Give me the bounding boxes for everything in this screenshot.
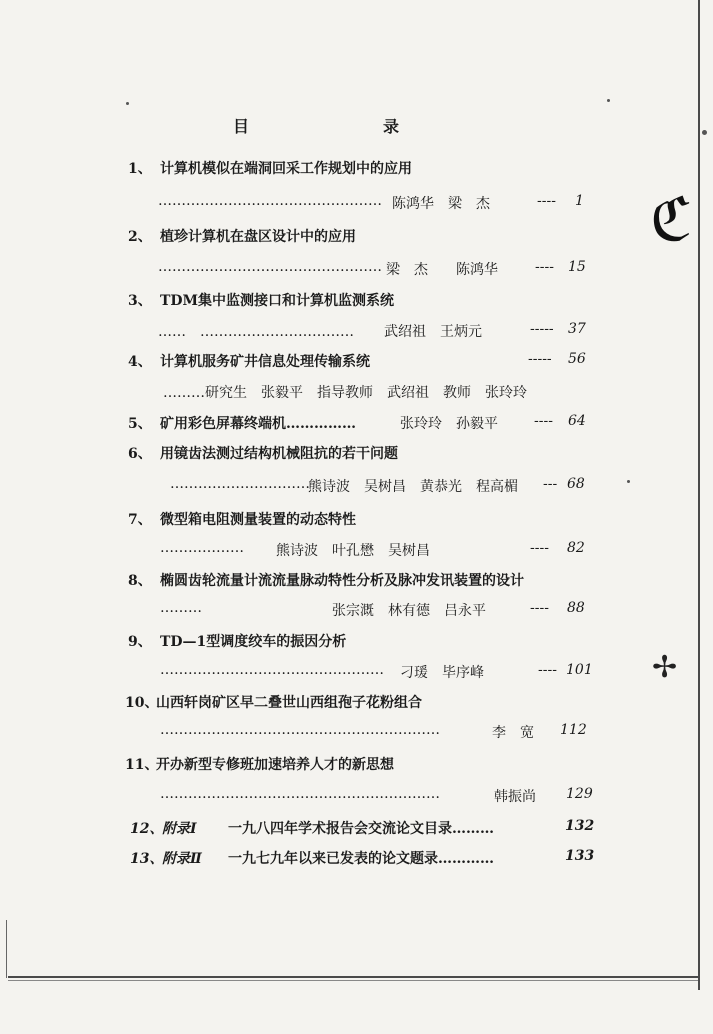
scan-speck	[607, 99, 610, 102]
entry-number: 8、	[128, 573, 152, 589]
toc-entry-2-title-line	[0, 226, 713, 248]
appendix-page: 133	[565, 848, 595, 864]
entry-page: 64	[568, 413, 586, 429]
entry-title: 微型箱电阻测量装置的动态特性	[160, 512, 356, 528]
entry-page: 68	[567, 476, 585, 492]
entry-number: 10、	[125, 695, 159, 711]
toc-entry-1-author-line	[0, 193, 713, 215]
appendix-label: 附录Ⅱ	[162, 851, 202, 867]
entry-title: 矿用彩色屏幕终端机……………	[160, 416, 356, 432]
scan-ink-blot: ✢	[652, 650, 678, 685]
leader-dash: ----	[538, 662, 557, 678]
leader-dash: ---	[543, 476, 558, 492]
toc-entry-6-title-line	[0, 443, 713, 465]
entry-page: 101	[566, 662, 593, 678]
scan-speck	[627, 480, 630, 483]
leader-dots: …… ……………………………	[158, 324, 354, 340]
appendix-number: 13、	[130, 851, 164, 867]
leader-dots: ………	[160, 600, 202, 616]
entry-title: 开办新型专修班加速培养人才的新思想	[156, 757, 394, 773]
toc-entry-4-author-line	[0, 382, 713, 404]
toc-entry-2-author-line	[0, 259, 713, 281]
page-left-edge	[6, 920, 7, 978]
toc-entry-10-author-line	[0, 722, 713, 744]
toc-entry-7-author-line	[0, 540, 713, 562]
leader-dash: ----	[534, 413, 553, 429]
entry-authors: 熊诗波 叶孔懋 吴树昌	[276, 543, 430, 559]
leader-dash: ----	[530, 600, 549, 616]
entry-number: 6、	[128, 446, 152, 462]
toc-entry-3-author-line	[0, 321, 713, 343]
entry-number: 4、	[128, 354, 152, 370]
page-bottom-border	[8, 976, 698, 978]
leader-dots: …………………………………………	[158, 259, 382, 275]
entry-title: 计算机模似在端洞回采工作规划中的应用	[160, 161, 412, 177]
leader-dots: ……………………………………………………	[160, 722, 440, 738]
toc-entry-6-author-line	[0, 476, 713, 498]
entry-page: 15	[568, 259, 586, 275]
entry-title: TD—1型调度绞车的振因分析	[160, 634, 347, 650]
toc-entry-8-author-line	[0, 600, 713, 622]
entry-authors: 张宗溉 林有德 吕永平	[332, 603, 486, 619]
toc-appendix-1-line	[0, 818, 713, 840]
appendix-title: 一九八四年学术报告会交流论文目录………	[228, 821, 494, 837]
toc-entry-10-title-line	[0, 692, 713, 714]
leader-dots: …………………………………………	[158, 193, 382, 209]
leader-dots: …………………………………………	[160, 662, 384, 678]
toc-entry-8-title-line	[0, 570, 713, 592]
toc-entry-4-title-line	[0, 351, 713, 373]
entry-number: 9、	[128, 634, 152, 650]
entry-number: 5、	[128, 416, 152, 432]
entry-number: 7、	[128, 512, 152, 528]
toc-entry-11-author-line	[0, 786, 713, 808]
entry-page: 56	[568, 351, 586, 367]
leader-dash: ----	[537, 193, 556, 209]
entry-title: TDM集中监测接口和计算机监测系统	[160, 293, 395, 309]
entry-title: 计算机服务矿井信息处理传输系统	[160, 354, 370, 370]
toc-entry-9-title-line	[0, 631, 713, 653]
entry-number: 2、	[128, 229, 152, 245]
entry-number: 3、	[128, 293, 152, 309]
entry-page: 112	[560, 722, 587, 738]
leader-dash: -----	[528, 351, 552, 367]
entry-title: 山西轩岗矿区早二叠世山西组孢子花粉组合	[156, 695, 422, 711]
toc-entry-5-line	[0, 413, 713, 435]
entry-authors: ………研究生 张毅平 指导教师 武绍祖 教师 张玲玲	[163, 385, 527, 401]
leader-dots: ………………	[160, 540, 244, 556]
toc-entry-9-author-line	[0, 662, 713, 684]
entry-page: 129	[566, 786, 593, 802]
entry-page: 88	[567, 600, 585, 616]
entry-authors: 刁瑗 毕序峰	[400, 665, 484, 681]
scan-speck	[126, 102, 129, 105]
entry-page: 37	[568, 321, 586, 337]
toc-heading-right: 录	[383, 117, 402, 136]
entry-authors: 梁 杰 陈鸿华	[386, 262, 498, 278]
appendix-number: 12、	[130, 821, 164, 837]
leader-dash: -----	[530, 321, 554, 337]
leader-dots: ……………………………………………………	[160, 786, 440, 802]
scan-ink-mark: ℭ	[650, 185, 693, 255]
entry-authors: 熊诗波 吴树昌 黄恭光 程高楣	[308, 479, 518, 495]
entry-authors: 张玲玲 孙毅平	[400, 416, 498, 432]
toc-entry-11-title-line	[0, 754, 713, 776]
leader-dash: ----	[535, 259, 554, 275]
page-bottom-edge	[8, 980, 698, 981]
scan-speck	[702, 130, 707, 135]
toc-entry-3-title-line	[0, 290, 713, 312]
entry-number: 11、	[125, 757, 159, 773]
toc-entry-1-title-line	[0, 158, 713, 180]
entry-authors: 陈鸿华 梁 杰	[392, 196, 490, 212]
appendix-title: 一九七九年以来已发表的论文题录…………	[228, 851, 494, 867]
entry-authors: 李 宽	[492, 725, 534, 741]
leader-dash: ----	[530, 540, 549, 556]
entry-authors: 韩振尚	[494, 789, 536, 805]
toc-entry-7-title-line	[0, 509, 713, 531]
leader-dots: …………………………	[170, 476, 310, 492]
entry-page: 82	[567, 540, 585, 556]
toc-appendix-2-line	[0, 848, 713, 870]
entry-number: 1、	[128, 161, 152, 177]
entry-page: 1	[575, 193, 584, 209]
appendix-page: 132	[565, 818, 595, 834]
entry-title: 植珍计算机在盘区设计中的应用	[160, 229, 356, 245]
entry-authors: 武绍祖 王炳元	[384, 324, 482, 340]
entry-title: 椭圆齿轮流量计流流量脉动特性分析及脉冲发讯装置的设计	[160, 573, 524, 589]
toc-heading-left: 目	[233, 117, 252, 136]
appendix-label: 附录Ⅰ	[162, 821, 197, 837]
entry-title: 用镜齿法测过结构机械阻抗的若干问题	[160, 446, 398, 462]
